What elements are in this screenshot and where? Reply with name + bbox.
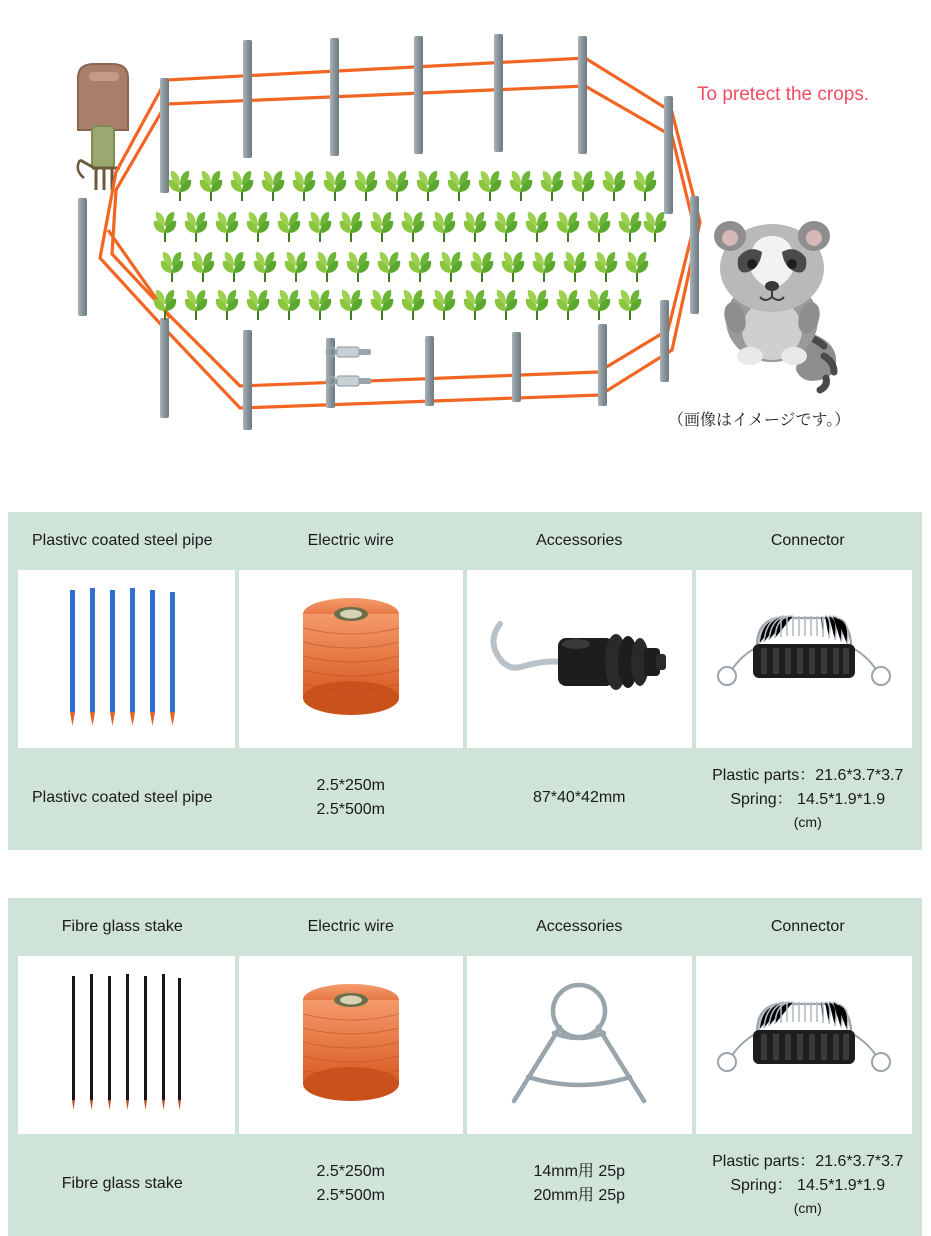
- table-header-row: [8, 898, 922, 956]
- spec-line: 2.5*500m: [316, 1187, 385, 1204]
- wire-spool-icon: [286, 970, 416, 1120]
- spec-line: 2.5*500m: [316, 801, 385, 818]
- spec-line: Plastic parts：21.6*3.7*3.7: [712, 1152, 904, 1170]
- fibre-glass-stakes-icon: [56, 970, 196, 1120]
- spec-cell: [694, 748, 923, 848]
- spec-cell: [237, 748, 466, 848]
- wire-clip-icon: [494, 975, 664, 1115]
- table-spec-row: [8, 1134, 922, 1234]
- spec-line: (cm): [793, 813, 822, 830]
- hero-note: （画像はイメージです。）: [668, 412, 851, 429]
- hero-caption: To pretect the crops.: [697, 84, 870, 105]
- spec-cell: [237, 1134, 466, 1234]
- spec-cell: [694, 1134, 923, 1234]
- fence-illustration: [0, 0, 931, 470]
- table-image-row: [8, 570, 922, 748]
- orange-wire-spool-photo: [239, 956, 464, 1134]
- table-image-row: [8, 956, 922, 1134]
- crop-field: [154, 171, 666, 320]
- insulator-accessory-icon: [484, 594, 674, 724]
- table-spec-row: [8, 748, 922, 848]
- header-cell: Connector: [770, 918, 845, 935]
- header-cell: Accessories: [536, 918, 623, 935]
- spring-gate-handle-photo: [696, 956, 913, 1134]
- spec-cell: [465, 1134, 694, 1234]
- spec-cell: [8, 1134, 237, 1234]
- spec-line: 87*40*42mm: [533, 789, 626, 806]
- steel-pipe-stakes-icon: [56, 584, 196, 734]
- header-cell: Fibre glass stake: [61, 918, 183, 935]
- spring-gate-handle-photo: [696, 570, 913, 748]
- spec-cell: [8, 748, 237, 848]
- spec-line: Plastic parts：21.6*3.7*3.7: [712, 766, 904, 784]
- spec-line: 20mm用 25p: [533, 1187, 626, 1204]
- header-cell: Electric wire: [307, 918, 394, 935]
- spec-line: Spring： 14.5*1.9*1.9: [730, 1176, 886, 1194]
- header-cell: Plastivc coated steel pipe: [31, 532, 213, 549]
- orange-wire-spool-photo: [239, 570, 464, 748]
- raccoon-illustration: [714, 221, 836, 390]
- header-cell: Electric wire: [307, 532, 394, 549]
- spring-handle-icon: [709, 990, 899, 1100]
- black-insulator-accessory-photo: [467, 570, 692, 748]
- spec-line: (cm): [793, 1199, 822, 1216]
- spec-line: 2.5*250m: [316, 1163, 385, 1180]
- spec-cell: [465, 748, 694, 848]
- spec-line: 14mm用 25p: [533, 1163, 626, 1180]
- energizer-unit: [78, 64, 128, 190]
- header-cell: Accessories: [536, 532, 623, 549]
- metal-wire-clip-photo: [467, 956, 692, 1134]
- table-header-row: [8, 512, 922, 570]
- spring-handle-icon: [709, 604, 899, 714]
- fence-diagram-svg: [0, 0, 931, 470]
- table-steel-pipe: [8, 512, 922, 850]
- fibre-glass-stakes-photo: [18, 956, 235, 1134]
- header-cell: Connector: [770, 532, 845, 549]
- spec-line: Fibre glass stake: [61, 1175, 183, 1192]
- steel-pipe-stakes-photo: [18, 570, 235, 748]
- wire-spool-icon: [286, 584, 416, 734]
- table-fibre-glass: [8, 898, 922, 1236]
- spec-line: 2.5*250m: [316, 777, 385, 794]
- spec-line: Spring： 14.5*1.9*1.9: [730, 790, 886, 808]
- spec-line: Plastivc coated steel pipe: [31, 789, 213, 806]
